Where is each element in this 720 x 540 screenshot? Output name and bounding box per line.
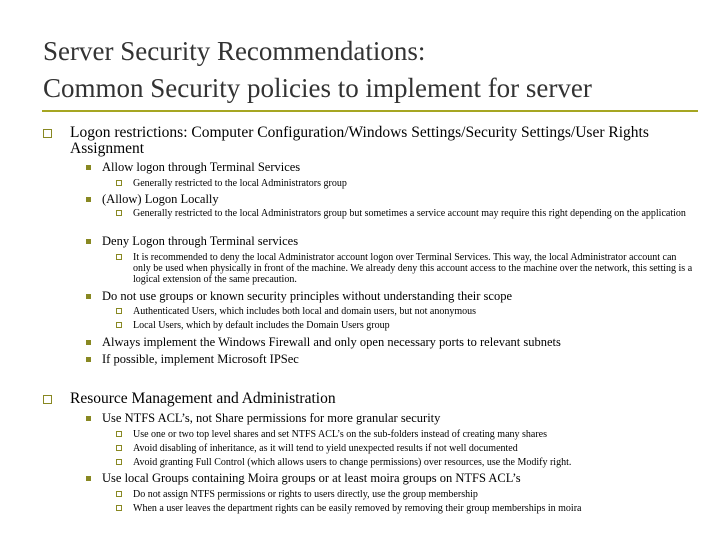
- square-bullet-icon: [43, 129, 52, 138]
- list-item: Always implement the Windows Firewall and only open necessary ports to relevant subnets: [102, 335, 561, 349]
- list-item: If possible, implement Microsoft IPSec: [102, 352, 299, 366]
- slide-title-line-1: Server Security Recommendations:: [43, 36, 426, 66]
- sub-list-item: Avoid disabling of inheritance, as it will tend to yield unexpected results if not well documented: [133, 443, 518, 454]
- sub-list-item: Use one or two top level shares and set NTFS ACL’s on the sub-folders instead of creating many shares: [133, 429, 547, 440]
- square-bullet-icon: [116, 459, 122, 465]
- filled-square-bullet-icon: [86, 165, 91, 170]
- section-heading-logon: Logon restrictions: Computer Configuration/Windows Settings/Security Settings/User Rights Assignment: [70, 124, 649, 157]
- square-bullet-icon: [116, 491, 122, 497]
- sub-list-item: When a user leaves the department rights can be easily removed by removing their group memberships in moira: [133, 503, 582, 514]
- square-bullet-icon: [116, 210, 122, 216]
- square-bullet-icon: [116, 254, 122, 260]
- sub-list-item: Avoid granting Full Control (which allows users to change permissions) over resources, use the Modify right.: [133, 457, 572, 468]
- list-item: Allow logon through Terminal Services: [102, 160, 301, 174]
- square-bullet-icon: [116, 431, 122, 437]
- sub-list-item: Generally restricted to the local Administrators group: [133, 178, 347, 189]
- list-item: Deny Logon through Terminal services: [102, 234, 299, 248]
- sub-list-item: Do not assign NTFS permissions or rights to users directly, use the group membership: [133, 489, 478, 500]
- square-bullet-icon: [116, 308, 122, 314]
- square-bullet-icon: [43, 395, 52, 404]
- filled-square-bullet-icon: [86, 239, 91, 244]
- section-heading-resource: Resource Management and Administration: [70, 390, 336, 407]
- square-bullet-icon: [116, 505, 122, 511]
- filled-square-bullet-icon: [86, 357, 91, 362]
- sub-list-item: Authenticated Users, which includes both local and domain users, but not anonymous: [133, 306, 476, 317]
- square-bullet-icon: [116, 322, 122, 328]
- list-item: (Allow) Logon Locally: [102, 192, 219, 206]
- list-item: Use NTFS ACL’s, not Share permissions for more granular security: [102, 411, 441, 425]
- filled-square-bullet-icon: [86, 416, 91, 421]
- filled-square-bullet-icon: [86, 294, 91, 299]
- square-bullet-icon: [116, 445, 122, 451]
- slide-title-line-2: Common Security policies to implement for server: [43, 73, 592, 103]
- sub-list-item: It is recommended to deny the local Administrator account logon over Terminal Services. This way, the local Administrator account can only be used when physically in front of the machine. We already deny this account access to the machine over the network, this setting is a logical extension of the same precaution.: [133, 252, 693, 285]
- sub-list-item: Generally restricted to the local Administrators group but sometimes a service account may require this right depending on the application: [133, 208, 686, 219]
- filled-square-bullet-icon: [86, 476, 91, 481]
- square-bullet-icon: [116, 180, 122, 186]
- filled-square-bullet-icon: [86, 340, 91, 345]
- sub-list-item: Local Users, which by default includes the Domain Users group: [133, 320, 390, 331]
- list-item: Do not use groups or known security principles without understanding their scope: [102, 289, 512, 303]
- filled-square-bullet-icon: [86, 197, 91, 202]
- list-item: Use local Groups containing Moira groups or at least moira groups on NTFS ACL’s: [102, 471, 521, 485]
